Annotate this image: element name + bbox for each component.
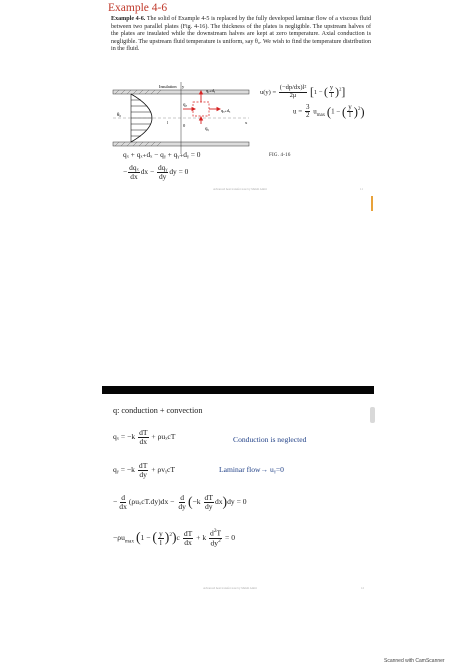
example-paragraph bbox=[111, 16, 371, 54]
integral-inner: −k bbox=[192, 497, 201, 507]
integral-term-1: (ρuₓcT.dy)dx − bbox=[128, 497, 175, 507]
heat-flux-arrows bbox=[183, 91, 220, 124]
slide-example-4-6 bbox=[103, 0, 373, 200]
slide-footer: Advanced heat transfer note by Mehdi Amiri bbox=[203, 586, 257, 590]
origin-label: 0 bbox=[183, 123, 186, 128]
qy-equation: qᵧ = −k $\frac{dT}{dy}$ + ρvᵧcT bbox=[113, 461, 176, 479]
slide-title: Example 4-6 bbox=[108, 2, 168, 14]
scanner-watermark: Scanned with CamScanner bbox=[384, 658, 445, 664]
channel-flow-figure bbox=[111, 80, 251, 156]
qx-eq-rhs: + ρuₓcT bbox=[151, 432, 176, 442]
energy-integral-equation: − $\frac{d}{dx}$ (ρuₓcT.dy)dx − $\frac{d}{dy}$ (−k $\frac{dT}{dy}$ dx)dy = 0 bbox=[113, 493, 247, 511]
umax-equation: u = $\frac{3}{2}$ $u_{max}$ (1 − ( $\frac{y}{l}$ )$^2$) bbox=[293, 103, 365, 120]
velocity-eq-lhs: u(y) = bbox=[260, 88, 277, 96]
y-axis-label: y bbox=[182, 84, 185, 89]
umax-eq-lhs: u = bbox=[293, 107, 303, 116]
slide-page-number: 12 bbox=[361, 586, 364, 590]
slide-page-number: 11 bbox=[360, 187, 363, 191]
final-eq-subscript: max bbox=[124, 538, 135, 545]
qx-dx-label: qₓ₊dₓ bbox=[221, 108, 231, 113]
insulation-label: Insulation bbox=[159, 84, 177, 89]
half-width-label: l bbox=[167, 120, 169, 125]
slide-footer: Advanced heat transfer note by Mehdi Amiri bbox=[213, 187, 267, 191]
qx-eq-lhs: qₓ = −k bbox=[113, 432, 136, 442]
final-energy-equation: $-\rho u_{max}$ (1 − ( $\frac{y}{l}$ )$^2$)c $\frac{dT}{dx}$ + k $\frac{d^2T}{dy^2}$ = 0 bbox=[113, 528, 236, 548]
slide-heading: q: conduction + convection bbox=[113, 406, 203, 415]
umax-denominator: 2 bbox=[305, 111, 310, 120]
black-separator-bar bbox=[102, 386, 374, 394]
velocity-profile-equation: u(y) = $\frac{\text{(−dp/dx)l²}}{2\mu}$ [1 − ( $\frac{y}{l}$ )$^2$] bbox=[260, 84, 346, 99]
qy-eq-rhs: + ρvᵧcT bbox=[151, 465, 176, 475]
velocity-coefficient bbox=[279, 85, 308, 100]
umax-numerator: 3 bbox=[305, 103, 310, 111]
dqy-numerator: dqᵧ bbox=[157, 163, 168, 172]
velocity-denominator: 2μ bbox=[289, 91, 297, 99]
orange-accent-mark bbox=[371, 196, 373, 211]
inlet-temp-label: θ₀ bbox=[117, 113, 122, 118]
qx-label: qₓ bbox=[183, 103, 187, 108]
slide-conduction-convection bbox=[103, 396, 373, 596]
conduction-note: Conduction is neglected bbox=[233, 435, 307, 444]
energy-balance-equation: qₓ + qₓ₊dₓ − qᵧ + qᵧ₊dᵧ = 0 bbox=[123, 150, 201, 159]
integral-end: dy = 0 bbox=[227, 497, 247, 507]
qy-label: qᵧ bbox=[205, 127, 209, 132]
qx-equation: qₓ = −k $\frac{dT}{dx}$ + ρuₓcT bbox=[113, 428, 176, 446]
qy-dy-label: qᵧ₊dᵧ bbox=[206, 88, 216, 93]
example-label: Example 4-6. bbox=[111, 16, 146, 22]
velocity-numerator: (−dp/dx)l² bbox=[279, 84, 307, 91]
derivative-equation: − $\frac{\text{dqₓ}}{dx}$ dx − $\frac{\text{dqᵧ}}{dy}$ dy = 0 bbox=[123, 163, 189, 181]
figure-caption: FIG. 4-16 bbox=[269, 153, 291, 158]
laminar-flow-note: Laminar flow→ uᵧ=0 bbox=[219, 465, 284, 474]
example-text: The solid of Example 4-5 is replaced by the fully developed laminar flow of a viscous fluid between two parallel plates (Fig. 4-16). The thickness of the plates is negligible. The upstream halves of the plates are insulated while the downstream halves are kept at zero temperature. Axial conduction is negligible. The upstream fluid temperature is uniform, say θ₀. We wish to find the temperature distribution in the fluid. bbox=[111, 16, 371, 53]
final-eq-end: = 0 bbox=[225, 532, 236, 542]
qy-eq-lhs: qᵧ = −k bbox=[113, 465, 135, 475]
umax-term: u bbox=[313, 107, 317, 116]
x-axis-label: x bbox=[245, 120, 248, 125]
final-eq-c: c bbox=[176, 532, 180, 542]
integral-tail: dx bbox=[214, 497, 223, 507]
final-eq-plus-k: + k bbox=[196, 532, 207, 542]
umax-subscript: max bbox=[316, 112, 326, 118]
final-eq-lhs: −ρu bbox=[113, 532, 125, 542]
dqx-numerator: dqₓ bbox=[129, 163, 139, 172]
channel-flow-diagram bbox=[111, 80, 251, 156]
